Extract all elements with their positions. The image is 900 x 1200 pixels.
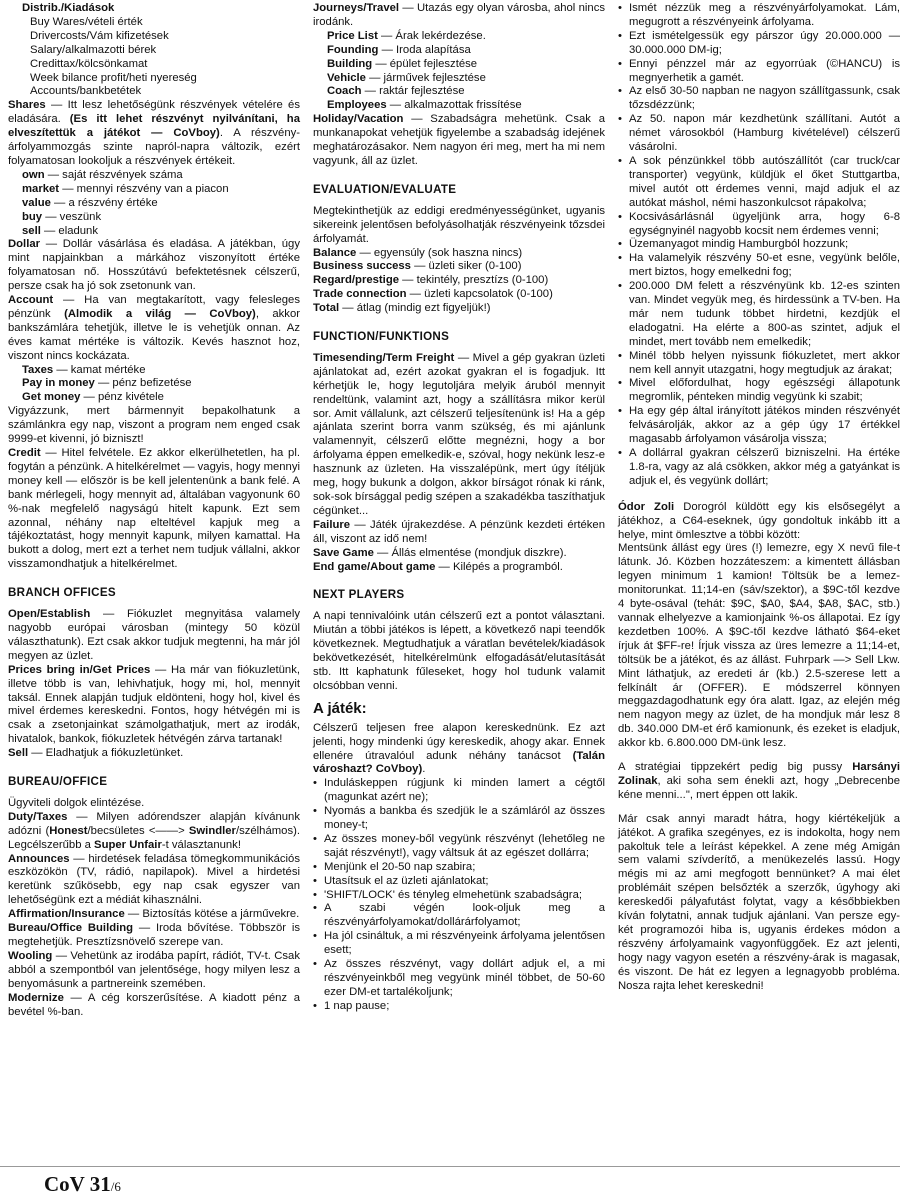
- entry-bold: Swindler: [188, 824, 236, 837]
- sub-term: Building: [327, 57, 373, 70]
- entry-term: Open/Establish: [8, 608, 91, 621]
- entry-term: Journeys/Travel: [313, 2, 400, 14]
- sub-term: own: [22, 168, 45, 181]
- sub-term: Price List: [327, 29, 378, 42]
- list-item: • Üzemanyagot mindig Hamburgból hozzunk;: [618, 238, 900, 252]
- holiday-entry: [313, 113, 605, 169]
- page-footer: [44, 1172, 121, 1197]
- entry-text: — Biztosítás kötése a járművekre.: [124, 908, 300, 921]
- next-players-text: A napi tennivalóink után célszerű ezt a pontot választani. Miután a többi játékos is lépett, a következő napi teendők következnek. Megtudhatjuk a váratlan bevételek/kiadások bekövetkezését, hitelkérelmünk elfogadását/elutasítását stb. Itt kaphatunk fűleseket, hogy hol tudunk valamit olcsóbban venni.: [313, 610, 605, 692]
- entry-text: , akkor bankszámlára tehetjük, illetve le is vehetjük onnan. Az éves kamat mértéke is változik. Kevés hasznot hoz, viszont nincs kockázata.: [8, 307, 300, 362]
- list-item: • 200.000 DM felett a részvényünk kb. 12-es szinten van. Mindet vegyük meg, és hirdessünk a TV-ben. Ha már nem tudunk többet hirdetni, kezdjük el eladogatni. Ha elérte a 800-as szintet, adjuk el mindet, mert tovább nem emelkedik;: [618, 280, 900, 350]
- affirmation-entry: [8, 908, 300, 922]
- duty-entry: [8, 811, 300, 853]
- shares-sub: [8, 197, 300, 211]
- entry-text: Célszerű teljesen free alapon kereskednünk. Ez azt jelenti, hogy mindenki úgy kereskedik, ahogy akar. Ennek ellenére útravalóul adunk néhány tanácsot: [313, 721, 605, 762]
- account-entry: [8, 294, 300, 364]
- entry-term: Prices bring in/Get Prices: [8, 663, 151, 676]
- sub-term: Coach: [327, 85, 362, 98]
- sub-term: Business success: [313, 260, 411, 273]
- list-item: • A szabi végén look-oljuk meg a részvényárfolyamokat/dollárárfolyamot;: [313, 902, 605, 930]
- magazine-page: [8, 0, 900, 1160]
- entry-term: Dollar: [8, 238, 41, 251]
- column-left: [8, 2, 300, 1019]
- tips-list-continued: [618, 2, 900, 489]
- evaluation-intro: Megtekinthetjük az eddigi eredményességünket, ugyanis sikereink jelentősen befolyásolhatják részvényeink tőzsdei árfolyamát.: [313, 204, 605, 245]
- entry-text: , aki soha sem énekli azt, hogy „Debrecenbe kéne menni...", mert éppen ott lakik.: [618, 774, 900, 801]
- entry-text: . A részvény-árfolyammozgás szinte napról-napra változik, ezért folyamatosan lookoljuk a részvények értékeit.: [8, 127, 301, 167]
- sub-term: value: [22, 196, 51, 209]
- sub-term: sell: [22, 224, 41, 237]
- list-item: • Induláskeppen rúgjunk ki minden lamert a cégtől (magunkat azért ne);: [313, 777, 605, 805]
- list-item: • Ha egy gép által irányított játékos minden részvényét felvásárolják, akkor az a gép úgy 17 értékkel magasabb árfolyamon vásárolja vissza;: [618, 405, 900, 447]
- sub-term: buy: [22, 210, 43, 223]
- sub-desc: — üzleti siker (0-100): [410, 260, 522, 273]
- list-item: • A sok pénzünkkel több autószállítót (car truck/car transporter) vegyünk, küldjük el őket Stuttgartba, mivel autót ott érdemes venni, majd adjuk el az autókat máshol, némi haszonkulcsot rápakolva;: [618, 155, 900, 211]
- sub-term: Pay in money: [22, 377, 95, 390]
- entry-term: Failure: [313, 518, 351, 531]
- bureau-intro: Ügyviteli dolgok elintézése.: [8, 796, 145, 809]
- sub-desc: — eladunk: [40, 224, 98, 237]
- entry-text: Dorogról küldött egy kis elsősegélyt a játékhoz, a C64-eseknek, úgy gondoltuk inkább itt a helye, mint ömlesztve a többi között:: [618, 500, 900, 541]
- entry-text: — Vehetünk az irodába papírt, rádiót, TV-t. Csak abból a szempontból van jelentősége, hogy milyen lesz a benyomásunk a partnereink szemében.: [8, 949, 300, 990]
- author-name: Ódor Zoli: [618, 500, 675, 513]
- list-item: • Ennyi pénzzel már az egyorrúak (©HANCU) is megnyerhetik a gamét.: [618, 58, 900, 86]
- shares-sub: [8, 225, 300, 239]
- list-item: • Kocsivásárlásnál ügyeljünk arra, hogy 6-8 egységnyinél nagyobb kocsit nem érdemes venni;: [618, 211, 900, 239]
- end-game-entry: [313, 561, 605, 575]
- sub-desc: — veszünk: [42, 210, 102, 223]
- shares-sub: [8, 183, 300, 197]
- sub-desc: — a részvény értéke: [50, 196, 158, 209]
- entry-bold: Super Unfair: [94, 838, 162, 851]
- modernize-entry: [8, 992, 300, 1020]
- sub-term: Taxes: [22, 363, 54, 376]
- distrib-title: Distrib./Kiadások: [22, 2, 115, 14]
- entry-text: /becsületes <——>: [87, 824, 189, 837]
- entry-term: End game/About game: [313, 560, 436, 573]
- list-item: • Ha valamelyik részvény 50-et esne, vegyünk belőle, mert biztos, hogy emelkedni fog;: [618, 252, 900, 280]
- shares-sub: [8, 169, 300, 183]
- tips-list: [313, 777, 605, 1013]
- sub-desc: — Árak lekérdezése.: [377, 29, 486, 42]
- game-intro: [313, 722, 605, 778]
- entry-bold: (Talán városhazt? CoVboy): [313, 749, 605, 776]
- entry-term: Holiday/Vacation: [313, 113, 404, 126]
- entry-bold: (Almodik a világ — CoVboy): [64, 307, 256, 320]
- distrib-item: Drivercosts/Vám kifizetések: [30, 29, 169, 42]
- odor-paragraph: Mentsünk állást egy üres (!) lemezre, egy X nevű file-t látunk. Jó. Közben hozzáteszem: a kimentett állásban legyen minimum 1 kamion! Töltsük be a lemez-monitorunkat. 11;14-en (sáv/szektor), a $9C-től kezdve 4 byte-osával (tehát: $9C, $A0, $A4, $A8, $AC, stb.) vannak elhelyezve a kamionjaink %-os állapotai. Ez így kezdetben 100%. A $9C-től kezdve látható $64-eket írjuk át $FF-re! Írjuk vissza az üres lemezre a 11;14-et, töltsük be a játékot, és az állást. Fuhrpark —> Sell Lkw. Mint láthatjuk, az eredeti ár (kb.) 2.5-szerese lett a felkínált ár (OFFER). E módszerrel könnyen meggazdagodhatunk egy óra alatt. Igaz, az elején még nem nagyon megy az üzlet, de ha mondjuk már lesz 8 db. 340.000 DM-et érő kamionunk, és ezeket is eladjuk, akkor kb. 6.800.000 DM-ünk lesz.: [618, 542, 900, 750]
- sub-desc: — pénz kivétele: [80, 391, 164, 404]
- shares-sub: [8, 211, 300, 225]
- odor-intro: [618, 501, 900, 543]
- entry-term: Affirmation/Insurance: [8, 908, 125, 921]
- entry-text: — Iroda bővítése. Többször is megtehetjük. Presztízsnövelő szerepe van.: [8, 922, 300, 948]
- entry-text: A stratégiai tippzekért pedig big pussy: [618, 761, 853, 774]
- list-item: • Az összes money-ből vegyünk részvényt (lehetőleg ne saját részvényt!), vagy váltsuk át az egészet dollárra;: [313, 833, 605, 861]
- column-middle: [313, 2, 605, 1014]
- journeys-entry: [313, 2, 605, 30]
- save-game-entry: [313, 547, 605, 561]
- entry-term: Credit: [8, 447, 41, 459]
- journeys-sub: [313, 99, 605, 113]
- sub-desc: — Iroda alapítása: [378, 43, 471, 56]
- sub-desc: — egyensúly (sok haszna nincs): [356, 246, 523, 259]
- list-item: • Ezt ismételgessük egy párszor úgy 20.000.000 — 30.000.000 DM-ig;: [618, 30, 900, 58]
- distrib-item: Accounts/bankbetétek: [30, 85, 142, 98]
- strategy-credit: [618, 761, 900, 803]
- credit-entry: [8, 447, 300, 572]
- sub-term: Employees: [327, 99, 387, 112]
- final-evaluation: Már csak annyi maradt hátra, hogy kiértékeljük a játékot. A grafika szegényes, ez is indokolta, hogy nem pakoltuk tele a leírást képekkel. A zene még Amigán sem valami szívderítő, a menükezelés lassú. Hogy mégis mi az ami megfogott bennünket? A mai élet problémáit szépen belsőzték a szerzők, úgyhogy aki kereskedői pályafutást folytat, vagy a későbbiekben kíván folytatni, annak tudjuk ajánlani. Van persze egy-két programozói hiba is, ugyanis érdekes módon a részvény árfolyamaink vagyonfüggőek. Ez azt jelenti, hogy nagy vagyon esetén a részvény-árak is magasak, és viszont. De hát ez legyen a legnagyobb probléma. Nosza rajta lehet kereskedni!: [618, 812, 900, 992]
- entry-bold: (Es itt lehet részvényt nyilvánítani, ha elveszítettük a játékot — CoVboy): [8, 113, 300, 140]
- sub-term: Balance: [313, 246, 357, 259]
- section-heading-branch: BRANCH OFFICES: [8, 586, 116, 600]
- sub-term: market: [22, 182, 60, 195]
- entry-term: Sell: [8, 747, 29, 760]
- evaluation-item: [313, 302, 605, 316]
- list-item: • Ha jól csináltuk, a mi részvényeink árfolyama jelentősen esett;: [313, 930, 605, 958]
- sub-desc: — kamat mértéke: [53, 363, 146, 376]
- entry-text: — Utazás egy olyan városba, ahol nincs irodánk.: [313, 2, 605, 28]
- distrib-item: Salary/alkalmazotti bérek: [30, 43, 157, 56]
- open-entry: [8, 608, 300, 664]
- timesending-entry: [313, 352, 605, 519]
- entry-term: Timesending/Term Freight: [313, 351, 455, 364]
- entry-term: Announces: [8, 852, 70, 865]
- section-heading-evaluation: EVALUATION/EVALUATE: [313, 182, 457, 196]
- sub-term: Regard/prestige: [313, 274, 400, 287]
- account-sub: [8, 391, 300, 405]
- entry-text: — Mivel a gép gyakran üzleti ajánlatokat ad, ezért azokat gyakran el is fogadjuk. Itt kérhetjük le, hogy legutoljára melyik áruból mennyit rendeltünk, valamint azt, hogy a szállításra mikor kerül sor. Amit vállalunk, azt célszerű teljesítenünk is! Ha a gép ajánlata szerint borra vanm szükség, és mi ajánlunk valamennyit, célszerű előtte megnézni, hogy a bor árfolyama éppen emelkedik-e, szóval, hogy nekünk lesz-e hasznunk az üzleten. Ha visszalépünk, mert úgy ítéljük meg, hogy bukunk a dolgon, akkor bírságot rónak ki ránk, sok-sok bírsággal pedig szépen a szakadékba taszíthatjuk cégünket...: [313, 351, 606, 517]
- distrib-item: Credittax/kölcsönkamat: [30, 57, 148, 70]
- sub-term: Founding: [327, 43, 379, 56]
- list-item: • Nyomás a bankba és szedjük le a számláról az összes money-t;: [313, 805, 605, 833]
- list-item: • Utasítsuk el az üzleti ajánlatokat;: [313, 875, 605, 889]
- entry-text: — Játék újrakezdése. A pénzünk kezdeti értéken áll, viszont az idő nem!: [313, 518, 605, 545]
- evaluation-item: [313, 247, 605, 261]
- entry-term: Duty/Taxes: [8, 810, 68, 823]
- entry-text: — Milyen adórendszer alapján kívánunk adózni (: [8, 810, 300, 837]
- sub-desc: — saját részvények száma: [44, 168, 183, 181]
- journeys-sub: [313, 58, 605, 72]
- sub-desc: — raktár fejlesztése: [361, 85, 465, 98]
- entry-text: — Hitel felvétele. Ez akkor elkerülhetetlen, ha pl. fogytán a pénzünk. A hitelkérelmet — vagyis, hogy mennyi money kell — először is be kell jelentenünk a bank felé. A bank mérlegeli, hogy mennyit ad, általában vagyonunk 60 %-nak megfelelő nagyságú hitelt kapunk. Ezt sem azonnal, néhány nap elteltével kapjuk meg a tájékoztatást, hogy mennyit kapunk, milyen kamattal. Ha bukott a dolog, mert ezt a terhet nem tudjuk vállalni, akkor visszamondhatjuk a hitelkérelmet.: [8, 447, 300, 571]
- dollar-entry: [8, 238, 300, 294]
- sub-desc: — pénz befizetése: [94, 377, 192, 390]
- journeys-sub: [313, 85, 605, 99]
- list-item: • A dollárral gyakran célszerű bizniszelni. Ha értéke 1.8-ra, vagy az alá csökken, akkor még a gatyánkat is adjuk el, és vegyünk dollárt;: [618, 447, 900, 489]
- sell-entry: [8, 747, 300, 761]
- sub-desc: — alkalmazottak frissítése: [386, 99, 522, 112]
- list-item: • Az 50. napon már kezdhetünk szállítani. Autót a német városokból (Hamburg kivételével) célszerű vásárolni.: [618, 113, 900, 155]
- entry-text: — Itt lesz lehetőségünk részvények vételére és eladására.: [8, 99, 300, 126]
- sub-desc: — átlag (mindig ezt figyeljük!): [339, 302, 491, 315]
- list-item: • Az első 30-50 napban ne nagyon szállítgassunk, csak tőzsdézzünk;: [618, 85, 900, 113]
- page-number: /6: [110, 1179, 121, 1194]
- entry-term: Modernize: [8, 991, 64, 1004]
- entry-text: — hirdetések feladása tömegkommunikációs eszközökön (TV, rádió, napilapok). Mivel a hirdetési keretünk szűkösebb, egy nap csak egyszer van lehetőségünk ezt a médiát kihasználni.: [8, 852, 300, 907]
- evaluation-item: [313, 260, 605, 274]
- section-heading-function: FUNCTION/FUNKTIONS: [313, 330, 450, 344]
- account-note: Vigyázzunk, mert bármennyit bepakolhatunk a számlánkra egy nap, viszont a program nem enged csak 9999-et kivenni, jó bizniszt!: [8, 405, 300, 446]
- sub-desc: — tekintély, presztízs (0-100): [399, 274, 549, 287]
- entry-text: -t választanunk!: [161, 838, 241, 851]
- journeys-sub: [313, 44, 605, 58]
- entry-text: — Dollár vásárlása és eladása. A játékban, úgy mint napjainkban a márkához viszonyított értéke folyamatosan nő. Hosszútávú befektetésnek célszerű, persze csak ha jó sok zsetonunk van.: [8, 238, 300, 293]
- entry-text: — Fiókuzlet megnyitása valamely nagyobb európai városban (mintegy 50 közül választhatunk). Ezt csak akkor tudjuk megtenni, ha már jól megyen az üzlet.: [8, 608, 300, 662]
- sub-desc: — üzleti kapcsolatok (0-100): [406, 288, 553, 301]
- sub-desc: — épület fejlesztése: [372, 57, 478, 70]
- magazine-issue: CoV 31: [44, 1172, 111, 1196]
- sub-term: Total: [313, 302, 340, 315]
- journeys-sub: [313, 72, 605, 86]
- list-item: • 'SHIFT/LOCK' és tényleg elmehetünk szabadságra;: [313, 889, 605, 903]
- list-item: • Mivel előfordulhat, hogy egészségi állapotunk megromlik, pénteken mindig vegyünk ki szabit;: [618, 377, 900, 405]
- list-item: • Menjünk el 20-50 nap szabira;: [313, 861, 605, 875]
- bureau-building-entry: [8, 922, 300, 950]
- entry-term: Account: [8, 294, 54, 307]
- entry-term: Wooling: [8, 949, 53, 962]
- section-heading-bureau: BUREAU/OFFICE: [8, 775, 108, 789]
- author-name: Harsányi Zolinak: [618, 761, 900, 787]
- distrib-item: Buy Wares/vételi érték: [30, 15, 143, 28]
- sub-desc: — mennyi részvény van a piacon: [59, 182, 229, 195]
- account-sub: [8, 364, 300, 378]
- entry-text: — Állás elmentése (mondjuk diszkre).: [373, 546, 567, 559]
- entry-term: Shares: [8, 99, 46, 112]
- footer-divider: [0, 1166, 900, 1167]
- account-sub: [8, 377, 300, 391]
- distrib-item: Week bilance profit/heti nyereség: [30, 71, 197, 84]
- journeys-sub: [313, 30, 605, 44]
- list-item: • Az összes részvényt, vagy dollárt adjuk el, a mi részvényeinkből meg vegyünk minél többet, de 50-60 ezer DM-et tartalékoljunk;: [313, 958, 605, 1000]
- evaluation-item: [313, 274, 605, 288]
- announces-entry: [8, 853, 300, 909]
- entry-text: — Ha van megtakarított, vagy felesleges pénzünk: [8, 294, 300, 320]
- entry-text: — A cég korszerűsítése. A kiadott pénz a bevétel %-ban.: [8, 991, 300, 1018]
- entry-text: — Kilépés a programból.: [435, 560, 563, 573]
- wooling-entry: [8, 950, 300, 992]
- shares-entry: [8, 99, 300, 169]
- list-item: • Ismét nézzük meg a részvényárfolyamokat. Lám, megugrott a részvényeink árfolyama.: [618, 2, 900, 30]
- entry-text: — Ha már van fiókuzletünk, illetve több is van, lehivhatjuk, hogy mi, hol, mennyit taksál. Ennek alapján tudjuk eldönteni, hogy hol, kivel és mivel érdemes kereskedni. Fontos, hogy hétvégén mi is csak a zsetonjainkat számolgathatjuk, mert az irodák, hivatalok, bankok, fiókuzletek hétvégén zárva tartanak!: [8, 663, 301, 746]
- evaluation-item: [313, 288, 605, 302]
- entry-text: /szélhámos). Legcélszerűbb a: [8, 824, 300, 851]
- column-right: [618, 2, 900, 1004]
- failure-entry: [313, 519, 605, 547]
- section-heading-game: A játék:: [313, 699, 367, 717]
- entry-term: Save Game: [313, 546, 374, 559]
- entry-term: Bureau/Office Building: [8, 922, 134, 935]
- entry-bold: Honest: [49, 824, 88, 837]
- sub-term: Trade connection: [313, 288, 407, 301]
- entry-text: — Szabadságra mehetünk. Csak a munkanapokat vehetjük figyelembe a szabadság idejének meghatározásakor. Nem nagyon éri meg, mert ha mi nem vagyunk, áll az üzlet.: [313, 113, 605, 167]
- sub-desc: — járművek fejlesztése: [365, 71, 486, 84]
- entry-text: — Eladhatjuk a fiókuzletünket.: [28, 747, 184, 760]
- list-item: • Minél több helyen nyissunk fiókuzletet, mert akkor nem kell annyit utazgatni, hogy megtudjuk az árakat;: [618, 350, 900, 378]
- distrib-block: [8, 2, 300, 99]
- sub-term: Vehicle: [327, 71, 366, 84]
- sub-term: Get money: [22, 391, 81, 404]
- prices-entry: [8, 664, 300, 747]
- list-item: • 1 nap pause;: [313, 1000, 605, 1014]
- section-heading-next-players: NEXT PLAYERS: [313, 588, 405, 602]
- entry-text: .: [422, 763, 426, 776]
